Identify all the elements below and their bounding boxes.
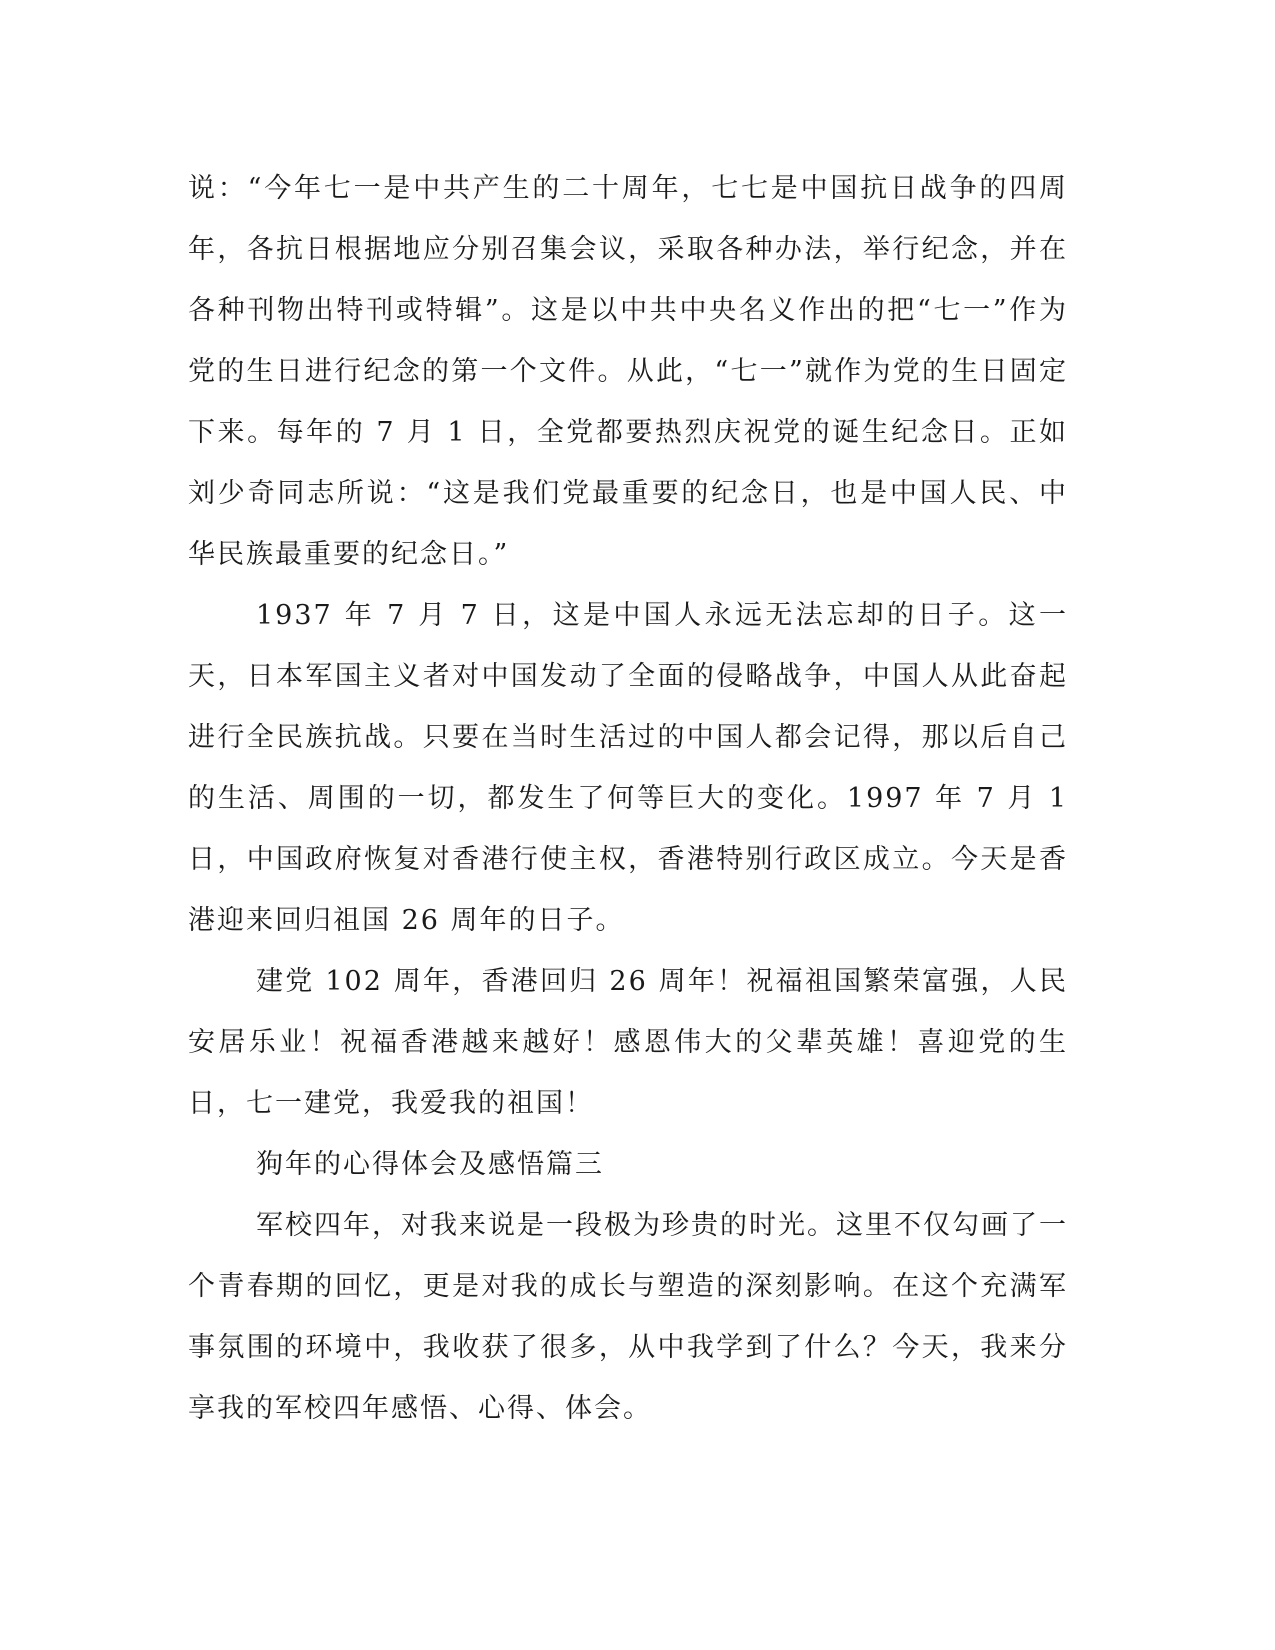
paragraph-party-anniversary: 说：“今年七一是中共产生的二十周年，七七是中国抗日战争的四周年，各抗日根据地应分别召集会议，采取各种办法，举行纪念，并在各种刊物出特刊或特辑”。这是以中共中央名义作出的把“七一”作为党的生日进行纪念的第一个文件。从此，“七一”就作为党的生日固定下来。每年的 7 月 1 日，全党都要热烈庆祝党的诞生纪念日。正如刘少奇同志所说：“这是我们党最重要的纪念日，也是中国人民、中华民族最重要的纪念日。” — [188, 173, 1068, 570]
paragraph-military-school: 军校四年，对我来说是一段极为珍贵的时光。这里不仅勾画了一个青春期的回忆，更是对我的成长与塑造的深刻影响。在这个充满军事氛围的环境中，我收获了很多，从中我学到了什么？今天，我来分享我的军校四年感悟、心得、体会。 — [188, 1210, 1068, 1424]
document-body — [188, 158, 1068, 1439]
section-heading: 狗年的心得体会及感悟篇三 — [256, 1149, 604, 1180]
paragraph-blessings: 建党 102 周年，香港回归 26 周年！祝福祖国繁荣富强，人民安居乐业！祝福香港越来越好！感恩伟大的父辈英雄！喜迎党的生日，七一建党，我爱我的祖国！ — [188, 966, 1068, 1119]
paragraph-july-seventh: 1937 年 7 月 7 日，这是中国人永远无法忘却的日子。这一天，日本军国主义者对中国发动了全面的侵略战争，中国人从此奋起进行全民族抗战。只要在当时生活过的中国人都会记得，那以后自己的生活、周围的一切，都发生了何等巨大的变化。1997 年 7 月 1 日，中国政府恢复对香港行使主权，香港特别行政区成立。今天是香港迎来回归祖国 26 周年的日子。 — [188, 600, 1068, 936]
